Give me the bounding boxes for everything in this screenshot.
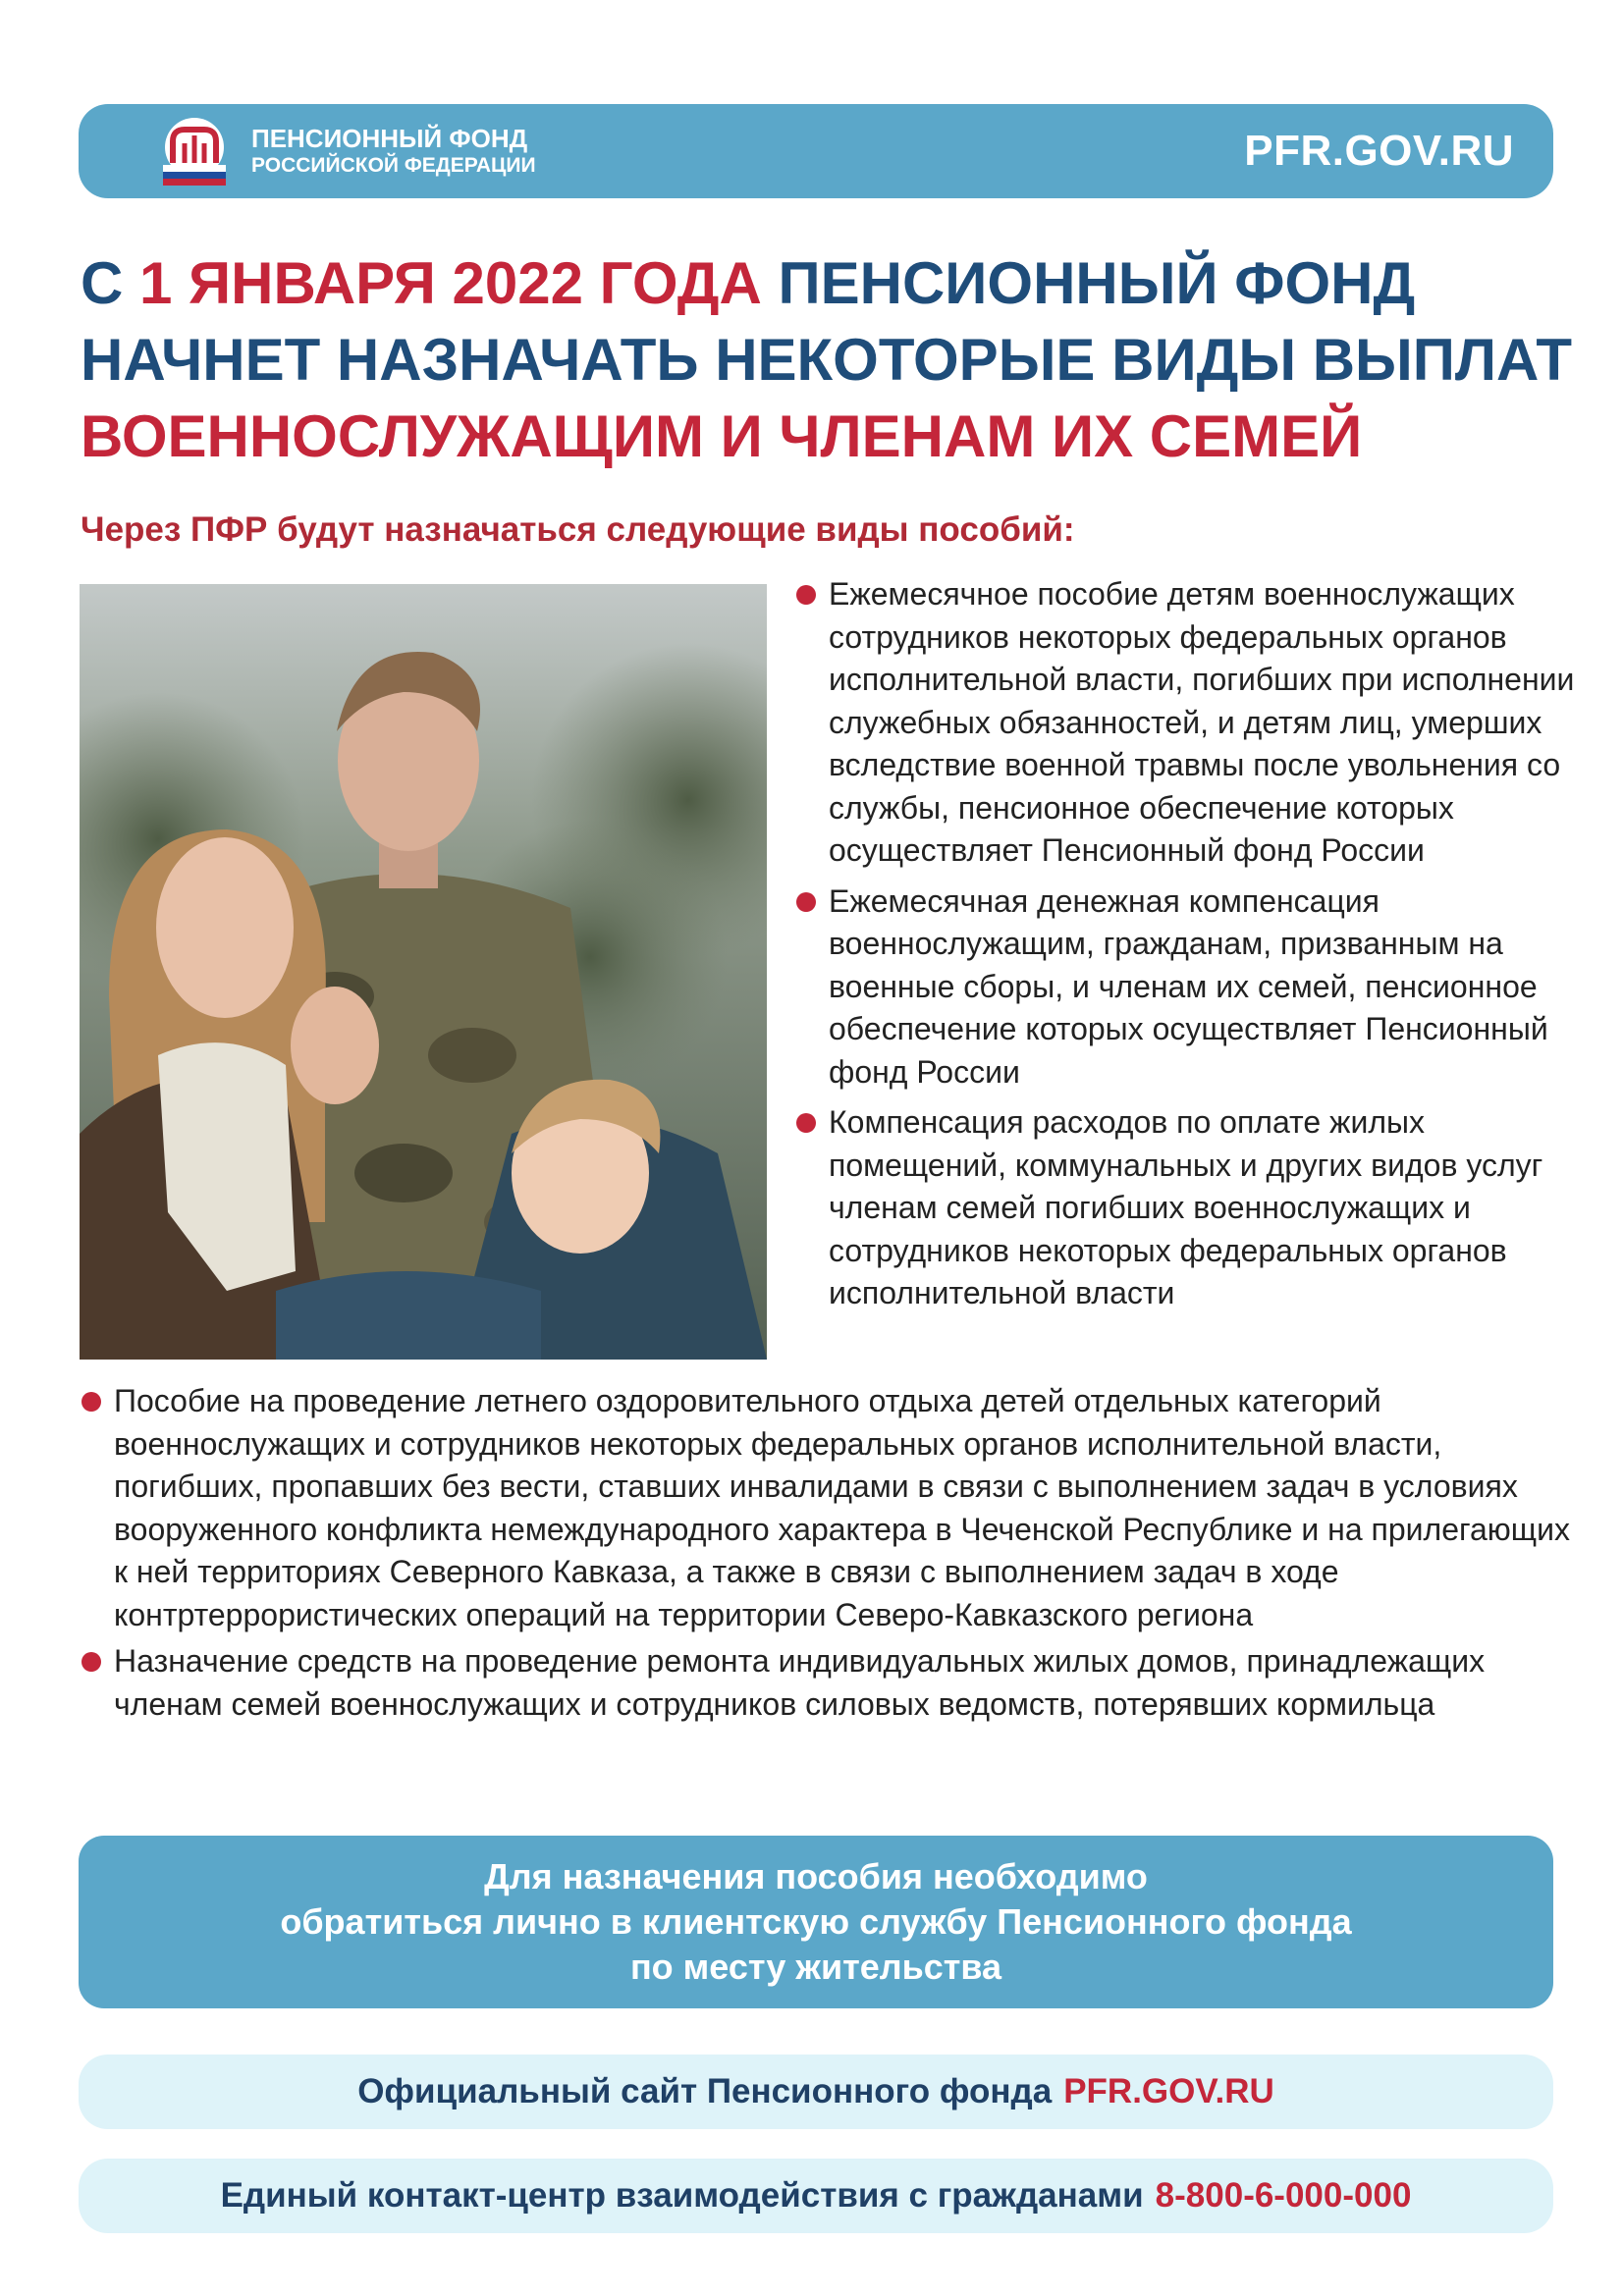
title-line1 [81,245,1573,322]
cta-line3: по месту жительства [629,1947,1002,1987]
subheading: Через ПФР будут назначаться следующие виды пособий: [81,510,1075,549]
bullet-icon [796,585,816,605]
title-part1: С [81,250,139,316]
org-name-line1: ПЕНСИОННЫЙ ФОНД [251,124,528,154]
title-part3: ПЕНСИОННЫЙ ФОНД [761,250,1416,316]
list-item-text: Пособие на проведение летнего оздоровительного отдыха детей отдельных категорий военнослужащих и сотрудников некоторых федеральных органов исполнительной власти, погибших, пропавших без вести, ставших инвалидами в связи с выполнением задач в условиях вооруженного конфликта немеждународного характера в Чеченской Республике и на прилегающих к ней территориях Северного Кавказа, а также в связи с выполнением задач в ходе контртеррористических операций на территории Северо-Кавказского региона [114,1383,1570,1632]
cta-line1: Для назначения пособия необходимо [484,1856,1148,1896]
family-photo-image [80,584,767,1360]
cta-banner [79,1836,1553,2008]
family-photo [80,584,767,1360]
page-title [81,245,1573,475]
pfr-logo-icon [157,114,232,188]
title-date: 1 ЯНВАРЯ 2022 ГОДА [139,250,762,316]
official-site-label: Официальный сайт Пенсионного фонда [357,2072,1053,2110]
list-item-text: Компенсация расходов по оплате жилых помещений, коммунальных и других видов услуг членам семей погибших военнослужащих и сотрудников некоторых федеральных органов исполнительной власти [829,1104,1543,1310]
list-item [793,881,1579,1095]
list-item [793,1101,1579,1315]
bullet-icon [796,1113,816,1133]
title-line3: ВОЕННОСЛУЖАЩИМ И ЧЛЕНАМ ИХ СЕМЕЙ [81,403,1363,469]
contact-phone-link[interactable]: 8-800-6-000-000 [1155,2176,1412,2215]
org-name-line2: РОССИЙСКОЙ ФЕДЕРАЦИИ [251,153,536,177]
title-line2: НАЧНЕТ НАЗНАЧАТЬ НЕКОТОРЫЕ ВИДЫ ВЫПЛАТ [81,327,1573,393]
list-item [79,1640,1581,1726]
header-site-link[interactable]: PFR.GOV.RU [1244,127,1514,175]
bullet-icon [81,1392,101,1412]
official-site-banner [79,2055,1553,2129]
right-benefit-list [793,573,1579,1323]
org-name [251,124,536,178]
list-item-text: Назначение средств на проведение ремонта индивидуальных жилых домов, принадлежащих членам семей военнослужащих и сотрудников силовых ведомств, потерявших кормильца [114,1643,1486,1722]
list-item-text: Ежемесячное пособие детям военнослужащих сотрудников некоторых федеральных органов исполнительной власти, погибших при исполнении служебных обязанностей, и детям лиц, умерших вследствие военной травмы после увольнения со службы, пенсионное обеспечение которых осуществляет Пенсионный фонд России [829,576,1575,868]
list-item [79,1380,1581,1636]
list-item [793,573,1579,873]
bullet-icon [81,1652,101,1672]
full-benefit-list [79,1380,1581,1730]
list-item-text: Ежемесячная денежная компенсация военнослужащим, гражданам, призванным на военные сборы, и членам их семей, пенсионное обеспечение которых осуществляет Пенсионный фонд России [829,882,1548,1090]
official-site-link[interactable]: PFR.GOV.RU [1063,2072,1274,2110]
bullet-icon [796,892,816,912]
header-bar [79,104,1553,198]
contact-center-banner [79,2159,1553,2233]
cta-line2: обратиться лично в клиентскую службу Пенсионного фонда [280,1901,1352,1942]
contact-center-label: Единый контакт-центр взаимодействия с гражданами [220,2176,1144,2215]
